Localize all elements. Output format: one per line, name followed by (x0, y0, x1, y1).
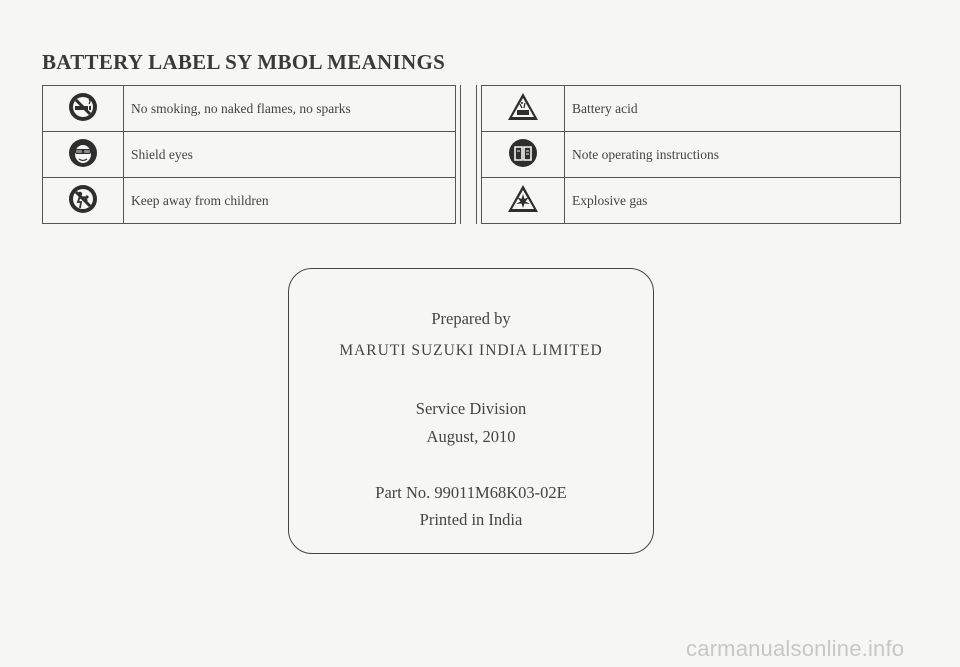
symbol-label: Note operating instructions (565, 132, 901, 178)
battery-acid-icon (507, 92, 539, 126)
explosive-gas-icon (507, 184, 539, 218)
division-name: Service Division (415, 399, 527, 418)
shield-eyes-icon (68, 138, 98, 172)
no-smoking-icon (68, 92, 98, 126)
icon-cell (43, 132, 124, 178)
symbol-table-left (42, 85, 456, 224)
icon-cell (482, 86, 565, 132)
watermark[interactable]: carmanualsonline.info (686, 636, 905, 661)
prepared-by-label: Prepared by (431, 309, 511, 328)
table-row (43, 178, 456, 224)
symbol-label: Keep away from children (124, 178, 456, 224)
icon-cell (43, 86, 124, 132)
icon-cell (43, 178, 124, 224)
part-number: Part No. 99011M68K03-02E (375, 483, 567, 502)
table-divider (460, 85, 477, 224)
table-row (43, 86, 456, 132)
symbol-label: No smoking, no naked flames, no sparks (124, 86, 456, 132)
symbol-label: Shield eyes (124, 132, 456, 178)
table-row (482, 178, 901, 224)
keep-away-children-icon (68, 184, 98, 218)
icon-cell (482, 178, 565, 224)
symbol-label: Explosive gas (565, 178, 901, 224)
publication-date: August, 2010 (426, 427, 516, 446)
prepared-by-box (288, 268, 654, 554)
table-row (43, 132, 456, 178)
symbol-label: Battery acid (565, 86, 901, 132)
table-row (482, 86, 901, 132)
page-title: BATTERY LABEL SY MBOL MEANINGS (42, 50, 446, 74)
table-row (482, 132, 901, 178)
icon-cell (482, 132, 565, 178)
operating-instructions-icon (508, 138, 538, 172)
symbol-table-right (481, 85, 901, 224)
printed-in: Printed in India (419, 510, 523, 529)
company-name: MARUTI SUZUKI INDIA LIMITED (339, 342, 603, 359)
